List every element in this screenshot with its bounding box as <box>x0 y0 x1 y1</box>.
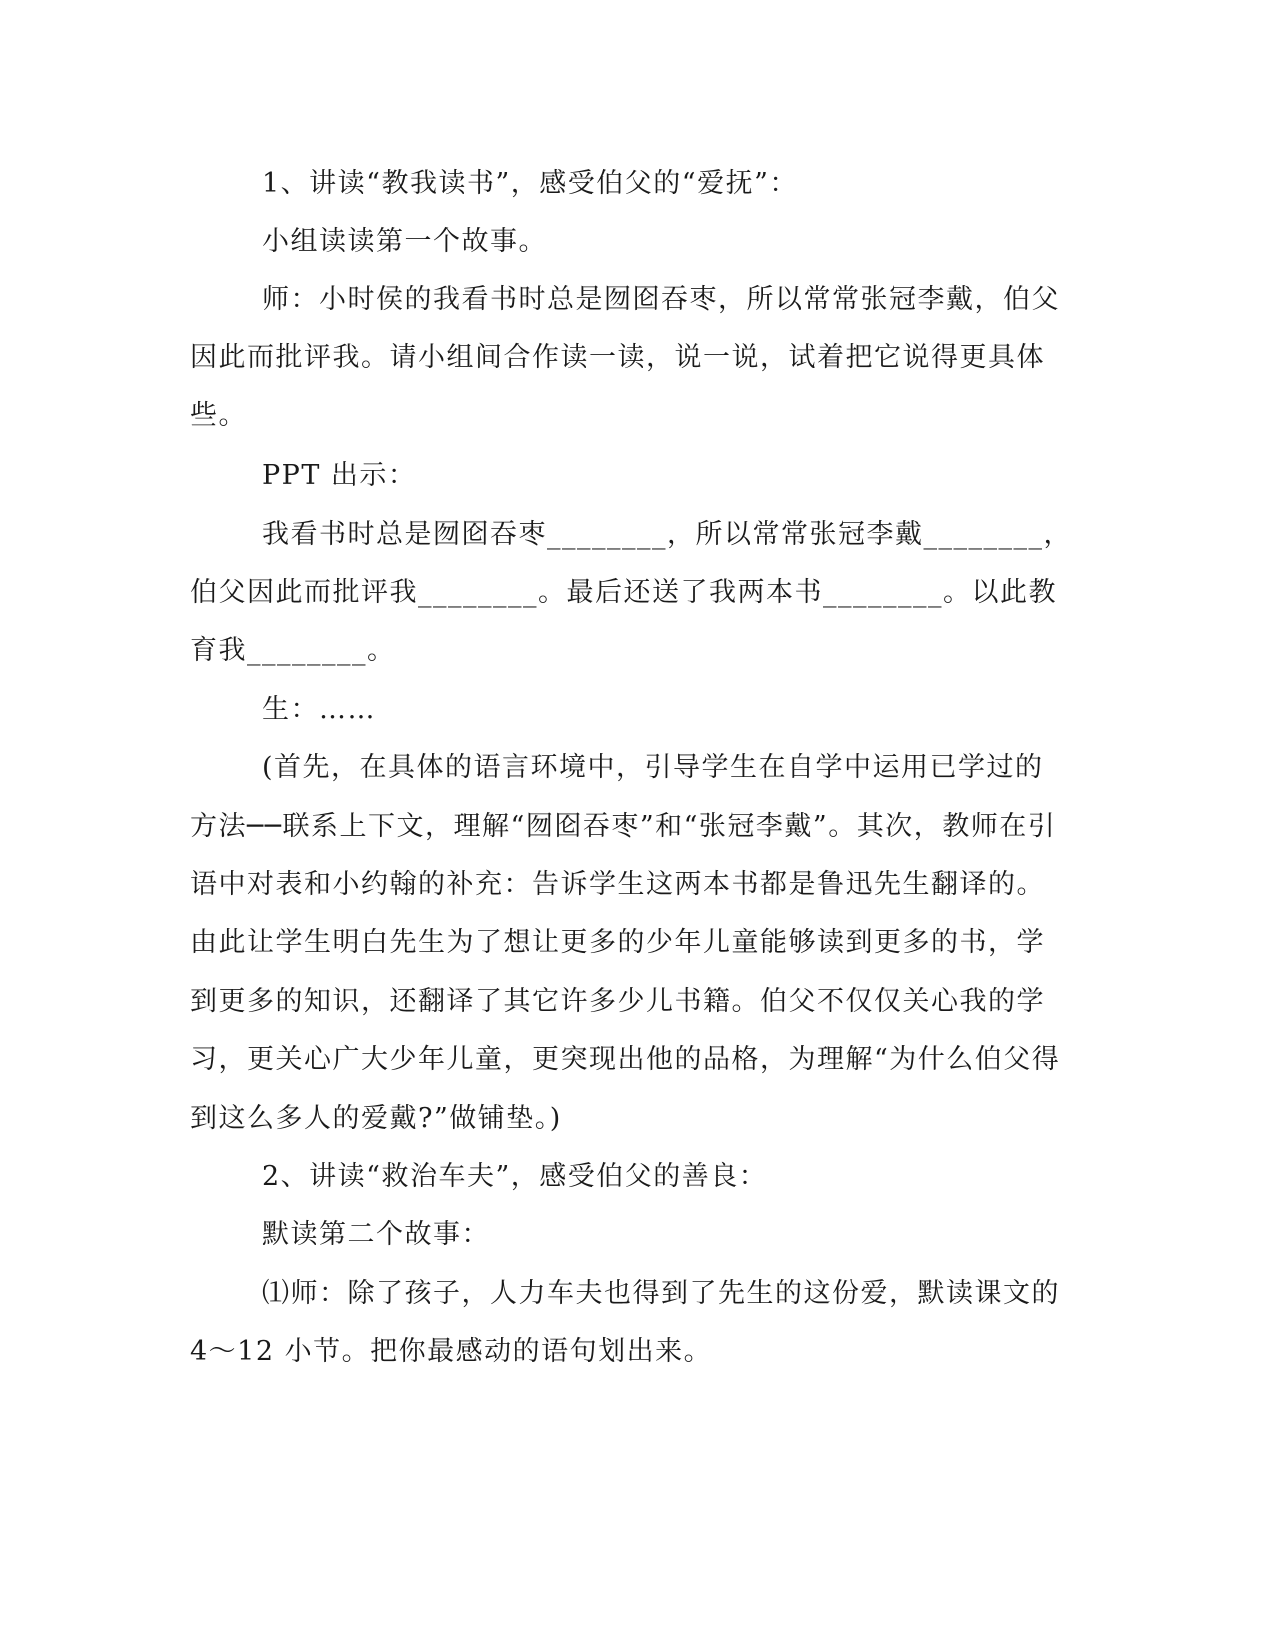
fill-blank-line: 伯父因此而批评我________。最后还送了我两本书________。以此教 <box>190 577 1057 608</box>
paragraph-line: PPT 出示： <box>262 460 417 491</box>
paragraph-line: 由此让学生明白先生为了想让更多的少年儿童能够读到更多的书，学 <box>190 927 1045 958</box>
paragraph-line: 些。 <box>190 400 247 431</box>
paragraph-line: 方法──联系上下文，理解“囫囵吞枣”和“张冠李戴”。其次，教师在引 <box>190 811 1057 842</box>
paragraph-line: 生：…… <box>262 694 376 725</box>
paragraph-line: 到更多的知识，还翻译了其它许多少儿书籍。伯父不仅仅关心我的学 <box>190 986 1045 1017</box>
fill-blank-line: 育我________。 <box>190 635 396 666</box>
paragraph-line: 到这么多人的爱戴?”做铺垫。) <box>190 1103 562 1134</box>
paragraph-line: ⑴师：除了孩子，人力车夫也得到了先生的这份爱，默读课文的 <box>262 1278 1060 1309</box>
section-heading-2: 2、讲读“救治车夫”，感受伯父的善良： <box>262 1161 768 1192</box>
section-heading-1: 1、讲读“教我读书”，感受伯父的“爱抚”： <box>262 168 798 199</box>
paragraph-line: 师：小时侯的我看书时总是囫囵吞枣，所以常常张冠李戴，伯父 <box>262 284 1060 315</box>
paragraph-line: 因此而批评我。请小组间合作读一读，说一说，试着把它说得更具体 <box>190 342 1045 373</box>
paragraph-line: 4～12 小节。把你最感动的语句划出来。 <box>190 1336 713 1367</box>
paragraph-line: 默读第二个故事： <box>262 1219 490 1250</box>
paragraph-line: 习，更关心广大少年儿童，更突现出他的品格，为理解“为什么伯父得 <box>190 1044 1061 1075</box>
paragraph-line: (首先，在具体的语言环境中，引导学生在自学中运用已学过的 <box>262 752 1044 783</box>
fill-blank-line: 我看书时总是囫囵吞枣________，所以常常张冠李戴________， <box>262 519 1072 550</box>
paragraph-line: 小组读读第一个故事。 <box>262 226 547 257</box>
paragraph-line: 语中对表和小约翰的补充：告诉学生这两本书都是鲁迅先生翻译的。 <box>190 869 1045 900</box>
